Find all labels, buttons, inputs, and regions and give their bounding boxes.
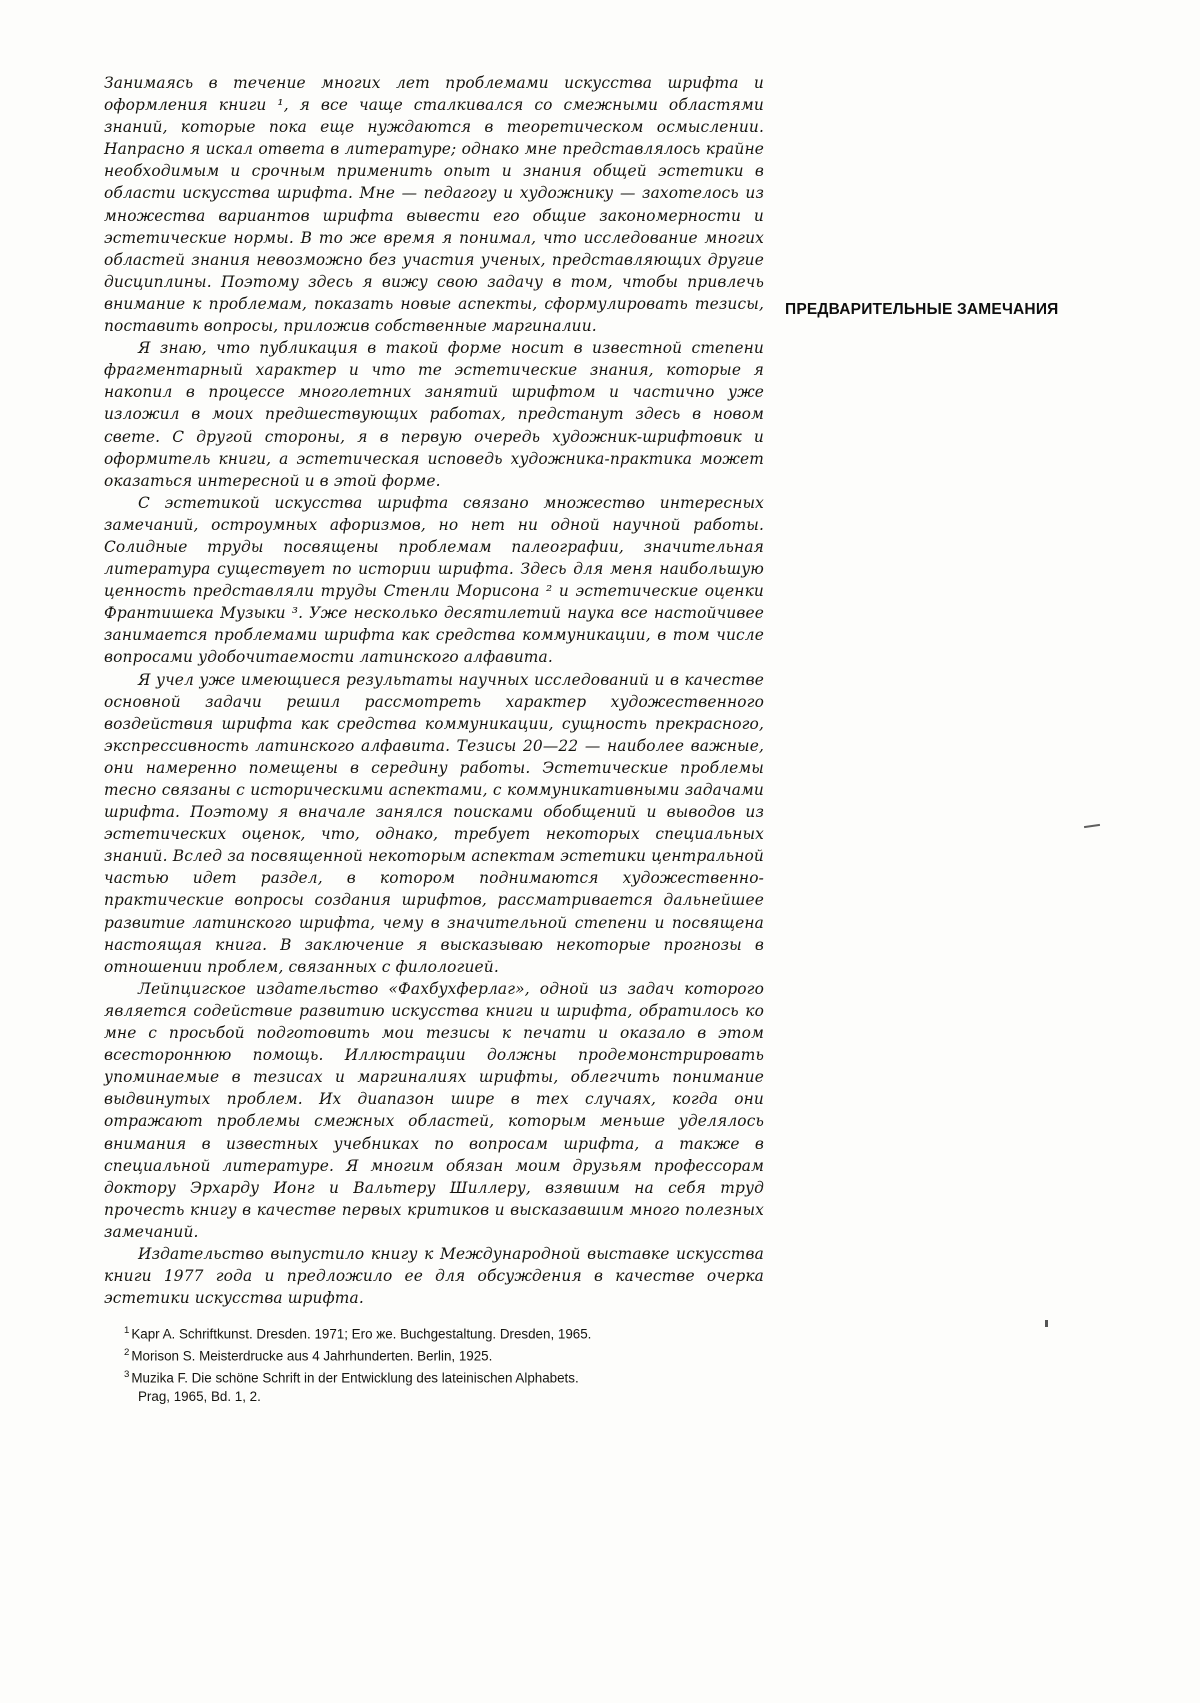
paragraph: Издательство выпустило книгу к Международной выставке искусства книги 1977 года и предложило ее для обсуждения в качестве очерка эстетики искусства шрифта. <box>104 1244 764 1308</box>
paragraph: Занимаясь в течение многих лет проблемами искусства шрифта и оформления книги ¹, я все чаще сталкивался со смежными областями знаний, которые пока еще нуждаются в теоретическом осмыслении. Напрасно я искал ответа в литературе; однако мне представлялось крайне необходимым и срочным применить опыт и знания общей эстетики в области искусства шрифта. Мне — педагогу и художнику — захотелось из множества вариантов шрифта вывести его общие закономерности и эстетические нормы. В то же время я понимал, что исследование многих областей знания невозможно без участия ученых, представляющих другие дисциплины. Поэтому здесь я вижу свою задачу в том, чтобы привлечь внимание к проблемам, показать новые аспекты, сформулировать тезисы, поставить вопросы, приложив собственные маргиналии. <box>104 74 764 336</box>
paragraph: Я учел уже имеющиеся результаты научных исследований и в качестве основной задачи решил рассмотреть характер художественного воздействия шрифта как средства коммуникации, сущность прекрасного, экспрессивность латинского алфавита. Тезисы 20—22 — наиболее важные, они намеренно помещены в середину работы. Эстетические проблемы тесно связаны с историческими аспектами, с коммуникативными задачами шрифта. Поэтому я вначале занялся поисками обобщений и выводов из эстетических оценок, что, однако, требует некоторых специальных знаний. Вслед за посвященной некоторым аспектам эстетики центральной частью идет раздел, в котором поднимаются художественно-практические вопросы создания шрифтов, рассматривается дальнейшее развитие латинского шрифта, чему в значительной степени и посвящена настоящая книга. В заключение я высказываю некоторые прогнозы в отношении проблем, связанных с филологией. <box>104 670 764 976</box>
footnote-text: Kapr A. Schriftkunst. Dresden. 1971; Ero же. Buchgestaltung. Dresden, 1965. <box>131 1326 592 1342</box>
footnote-number: 1 <box>124 1325 130 1336</box>
footnote-item <box>104 1344 784 1366</box>
footnote-item <box>104 1322 784 1344</box>
margin-dot-mark <box>1045 1320 1048 1327</box>
paragraph: Лейпцигское издательство «Фахбухферлаг», одной из задач которого является содействие развитию искусства книги и шрифта, обратилось ко мне с просьбой подготовить мои тезисы к печати и оказало в этом всестороннюю помощь. Иллюстрации должны продемонстрировать упоминаемые в тезисах и маргиналиях шрифты, облегчить понимание выдвинутых проблем. Их диапазон шире в тех случаях, когда они отражают проблемы смежных областей, которым меньше уделялось внимания в известных учебниках по вопросам шрифта, а также в специальной литературе. Я многим обязан моим друзьям профессорам доктору Эрхарду Ионг и Вальтеру Шиллеру, взявшим на себя труд прочесть книгу в качестве первых критиков и высказавшим много полезных замечаний. <box>104 979 764 1241</box>
paragraph: С эстетикой искусства шрифта связано множество интересных замечаний, остроумных афоризмов, но нет ни одной научной работы. Солидные труды посвящены проблемам палеографии, значительная литература существует по истории шрифта. Здесь для меня наибольшую ценность представляли труды Стенли Морисона ² и эстетические оценки Франтишека Музыки ³. Уже несколько десятилетий наука все настойчивее занимается проблемами шрифта как средства коммуникации, в том числе вопросами удобочитаемости латинского алфавита. <box>104 493 764 667</box>
marginal-heading: ПРЕДВАРИТЕЛЬНЫЕ ЗАМЕЧАНИЯ <box>785 301 1059 318</box>
footnote-text: Morison S. Meisterdrucke aus 4 Jahrhunderten. Berlin, 1925. <box>131 1348 493 1364</box>
footnote-number: 2 <box>124 1347 130 1359</box>
footnotes-block <box>104 1322 784 1407</box>
footnote-text: Muzika F. Die schöne Schrift in der Entwicklung des lateinischen Alphabets. <box>131 1370 579 1386</box>
paragraph: Я знаю, что публикация в такой форме носит в известной степени фрагментарный характер и что те эстетические знания, которые я накопил в процессе многолетних занятий шрифтом и частично уже изложил в моих предшествующих работах, предстанут здесь в новом свете. С другой стороны, я в первую очередь художник-шрифтовик и оформитель книги, а эстетическая исповедь художника-практика может оказаться интересной и в этой форме. <box>104 339 764 490</box>
footnote-item <box>104 1366 784 1407</box>
footnote-continuation: Prag, 1965, Bd. 1, 2. <box>138 1389 261 1405</box>
margin-tick-mark <box>1084 824 1100 828</box>
main-text-column <box>104 72 764 1309</box>
footnote-number: 3 <box>124 1369 130 1381</box>
